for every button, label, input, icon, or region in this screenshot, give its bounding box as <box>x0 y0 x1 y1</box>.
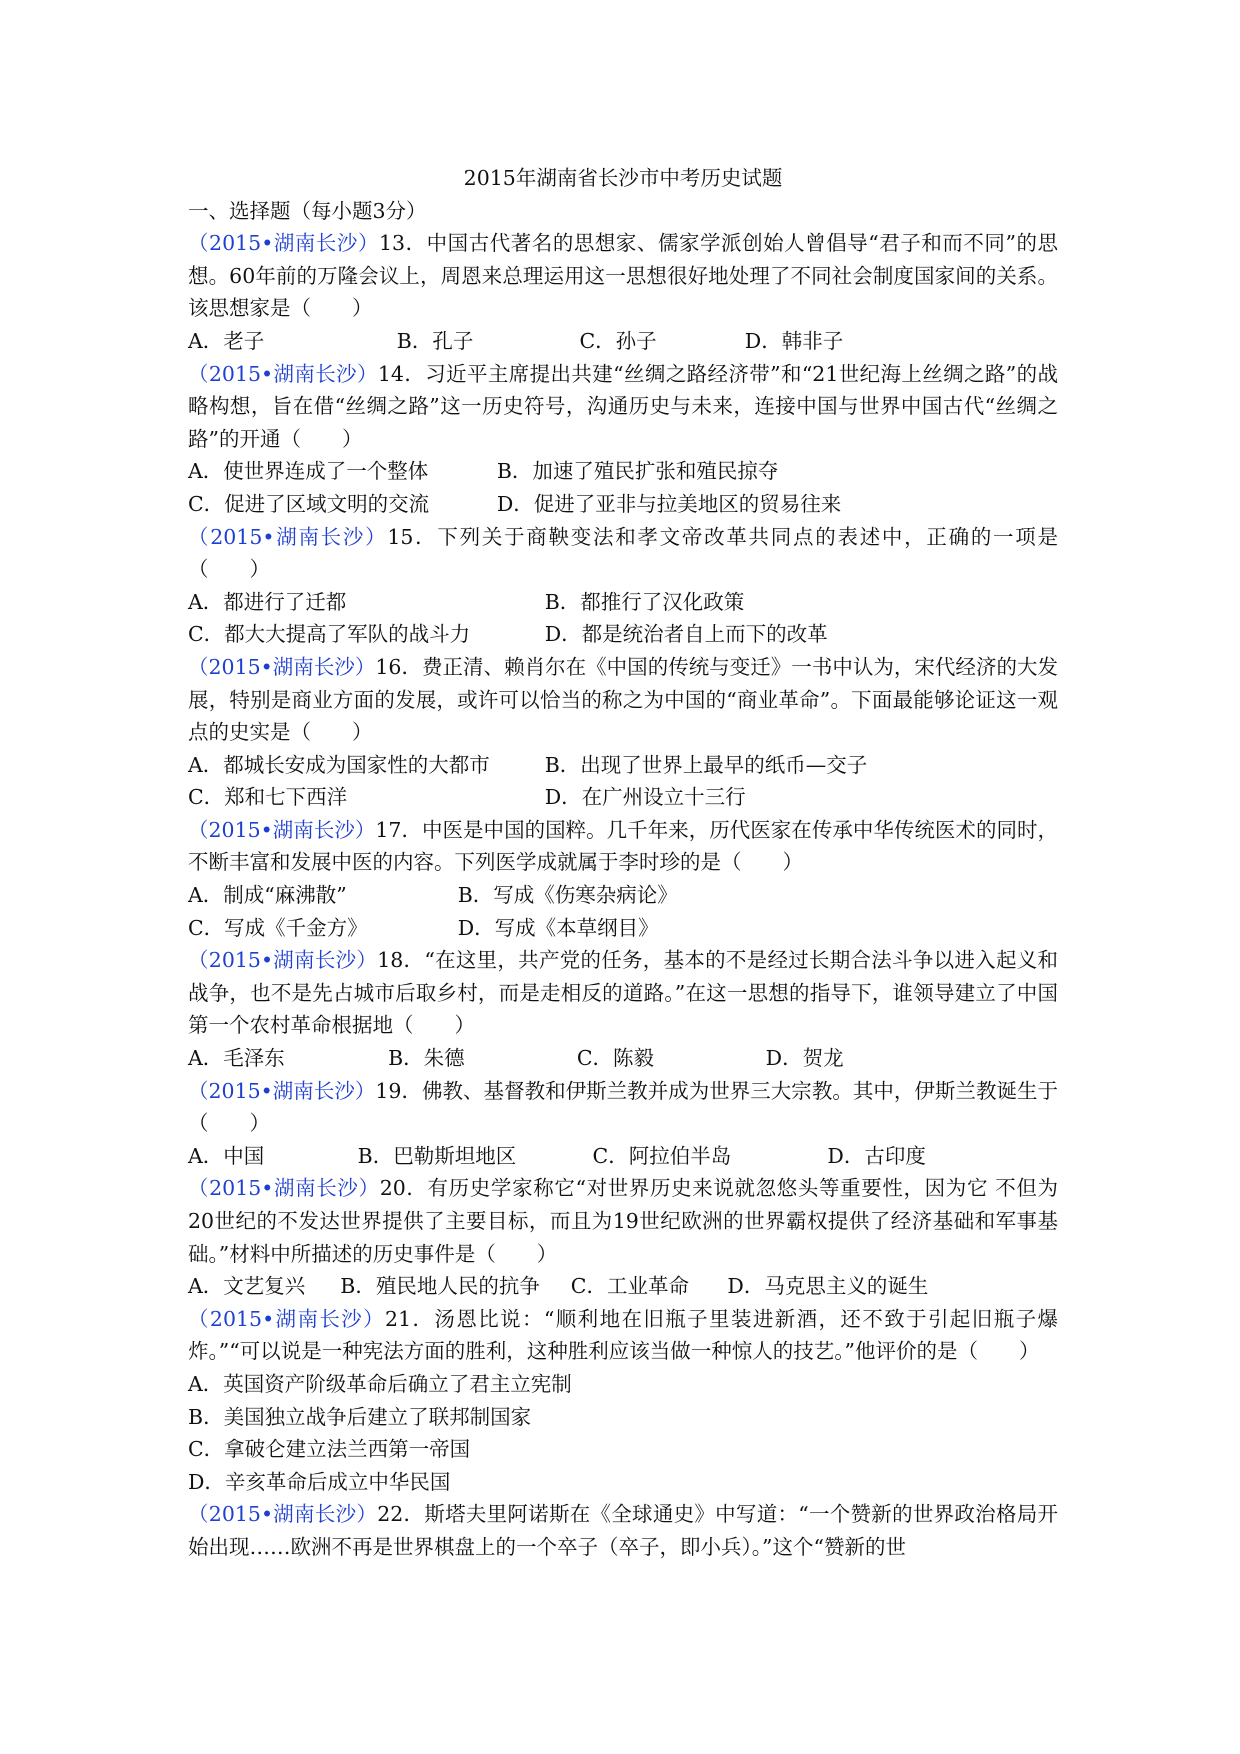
option-c: C．工业革命 <box>570 1274 689 1299</box>
options-row <box>188 325 1058 358</box>
options-row <box>188 879 1058 912</box>
option-c: C．郑和七下西洋 <box>188 785 348 810</box>
exam-content <box>188 162 1058 1564</box>
option-c: C．促进了区域文明的交流 <box>188 491 430 516</box>
question-source-tag: （2015•湖南长沙） <box>188 1078 376 1103</box>
option-d: D．古印度 <box>827 1143 926 1168</box>
options-row <box>188 1270 1058 1303</box>
question <box>188 1172 1058 1302</box>
question-source-tag: （2015•湖南长沙） <box>188 1502 378 1527</box>
options-row <box>188 488 1058 521</box>
question-text: 22．斯塔夫里阿诺斯在《全球通史》中写道：“一个赞新的世界政治格局开始出现……欧洲不再是世界棋盘上的一个卒子（卒子，即小兵）。”这个“赞新的世 <box>188 1502 1058 1559</box>
option-c: C．孙子 <box>579 328 657 353</box>
option-a: A．老子 <box>188 328 265 353</box>
option-c: C．写成《千金方》 <box>188 915 368 940</box>
option-c: C．都大大提高了军队的战斗力 <box>188 622 471 647</box>
question-source-tag: （2015•湖南长沙） <box>188 654 376 679</box>
question-text: 18．“在这里，共产党的任务，基本的不是经过长期合法斗争以进入起义和战争，也不是先占城市后取乡村，而是走相反的道路。”在这一思想的指导下，谁领导建立了中国第一个农村革命根据地（ ） <box>188 948 1058 1038</box>
option-b: B．孔子 <box>396 328 474 353</box>
option-a: A．使世界连成了一个整体 <box>188 459 429 484</box>
option-d: D．在广州设立十三行 <box>544 785 746 810</box>
options-row <box>188 1042 1058 1075</box>
question-source-tag: （2015•湖南长沙） <box>188 948 378 973</box>
question <box>188 1075 1058 1173</box>
option-a: A．都城长安成为国家性的大都市 <box>188 752 490 777</box>
options-row <box>188 1140 1058 1173</box>
option-b: B．朱德 <box>388 1046 465 1071</box>
option-b: B．写成《伤寒杂病论》 <box>457 883 678 908</box>
option-b: B．出现了世界上最早的纸币—交子 <box>544 752 868 777</box>
option-a: A．中国 <box>188 1143 265 1168</box>
question-source-tag: （2015•湖南长沙） <box>188 524 388 549</box>
option-b: B．巴勒斯坦地区 <box>357 1143 517 1168</box>
option-b: B．都推行了汉化政策 <box>544 589 745 614</box>
option-a: A．制成“麻沸散” <box>188 883 347 908</box>
page-title: 2015年湖南省长沙市中考历史试题 <box>463 166 783 190</box>
question-text: 17．中医是中国的国粹。几千年来，历代医家在传承中华传统医术的同时，不断丰富和发展中医的内容。下列医学成就属于李时珍的是（ ） <box>188 817 1058 875</box>
options-row <box>188 455 1058 488</box>
option-d: D．韩非子 <box>744 328 844 353</box>
option-c: C．陈毅 <box>576 1046 655 1071</box>
option-a: A．英国资产阶级革命后确立了君主立宪制 <box>188 1371 572 1396</box>
question-text: 15．下列关于商鞅变法和孝文帝改革共同点的表述中，正确的一项是（ ） <box>188 524 1059 582</box>
question <box>188 227 1058 357</box>
question-text: 13．中国古代著名的思想家、儒家学派创始人曾倡导“君子和而不同”的思想。60年前的万隆会议上，周恩来总理运用这一思想很好地处理了不同社会制度国家间的关系。该思想家是（ ） <box>188 231 1059 321</box>
question-source-tag: （2015•湖南长沙） <box>188 361 378 386</box>
option-b: B．加速了殖民扩张和殖民掠夺 <box>496 459 779 484</box>
section-heading: 一、选择题（每小题3分） <box>188 198 427 223</box>
option-b: B．美国独立战争后建立了联邦制国家 <box>188 1404 532 1429</box>
option-d: D．辛亥革命后成立中华民国 <box>188 1469 451 1494</box>
options-row <box>188 586 1058 619</box>
option-a: A．文艺复兴 <box>188 1274 306 1299</box>
option-d: D．马克思主义的诞生 <box>727 1274 929 1299</box>
options-row <box>188 749 1058 782</box>
question <box>188 1498 1058 1563</box>
question <box>188 358 1058 521</box>
question-source-tag: （2015•湖南长沙） <box>188 1306 386 1331</box>
option-b: B．殖民地人民的抗争 <box>340 1274 540 1299</box>
option-c: C．拿破仑建立法兰西第一帝国 <box>188 1437 471 1462</box>
question-text: 14．习近平主席提出共建“丝绸之路经济带”和“21世纪海上丝绸之路”的战略构想，旨在借“丝绸之路”这一历史符号，沟通历史与未来，连接中国与世界中国古代“丝绸之路”的开通（ ） <box>188 361 1058 451</box>
option-d: D．都是统治者自上而下的改革 <box>544 622 828 647</box>
options-row <box>188 912 1058 945</box>
question-text: 20．有历史学家称它“对世界历史来说就忽悠头等重要性，因为它 不但为20世纪的不发达世界提供了主要目标，而且为19世纪欧洲的世界霸权提供了经济基础和军事基础。”材料中所描述的历史事件是（ ） <box>188 1176 1058 1266</box>
question-text: 19．佛教、基督教和伊斯兰教并成为世界三大宗教。其中，伊斯兰教诞生于（ ） <box>188 1078 1058 1136</box>
option-c: C．阿拉伯半岛 <box>592 1143 732 1168</box>
question <box>188 521 1058 651</box>
question <box>188 651 1058 814</box>
question <box>188 944 1058 1074</box>
options-row <box>188 781 1058 814</box>
option-d: D．贺龙 <box>765 1046 844 1071</box>
option-d: D．写成《本草纲目》 <box>457 915 659 940</box>
question-text: 16．费正清、赖肖尔在《中国的传统与变迁》一书中认为，宋代经济的大发展，特别是商业方面的发展，或许可以恰当的称之为中国的“商业革命”。下面最能够论证这一观点的史实是（ ） <box>188 654 1058 745</box>
option-a: A．毛泽东 <box>188 1046 285 1071</box>
question-source-tag: （2015•湖南长沙） <box>188 1176 380 1201</box>
question <box>188 814 1058 944</box>
question-text: 21．汤恩比说：“顺利地在旧瓶子里装进新酒，还不致于引起旧瓶子爆炸。”“可以说是一种宪法方面的胜利，这种胜利应该当做一种惊人的技艺。”他评价的是（ ） <box>188 1306 1058 1364</box>
options-row <box>188 618 1058 651</box>
option-a: A．都进行了迁都 <box>188 589 347 614</box>
question <box>188 1303 1058 1499</box>
option-d: D．促进了亚非与拉美地区的贸易往来 <box>496 491 842 516</box>
question-source-tag: （2015•湖南长沙） <box>188 231 379 256</box>
question-source-tag: （2015•湖南长沙） <box>188 817 376 842</box>
